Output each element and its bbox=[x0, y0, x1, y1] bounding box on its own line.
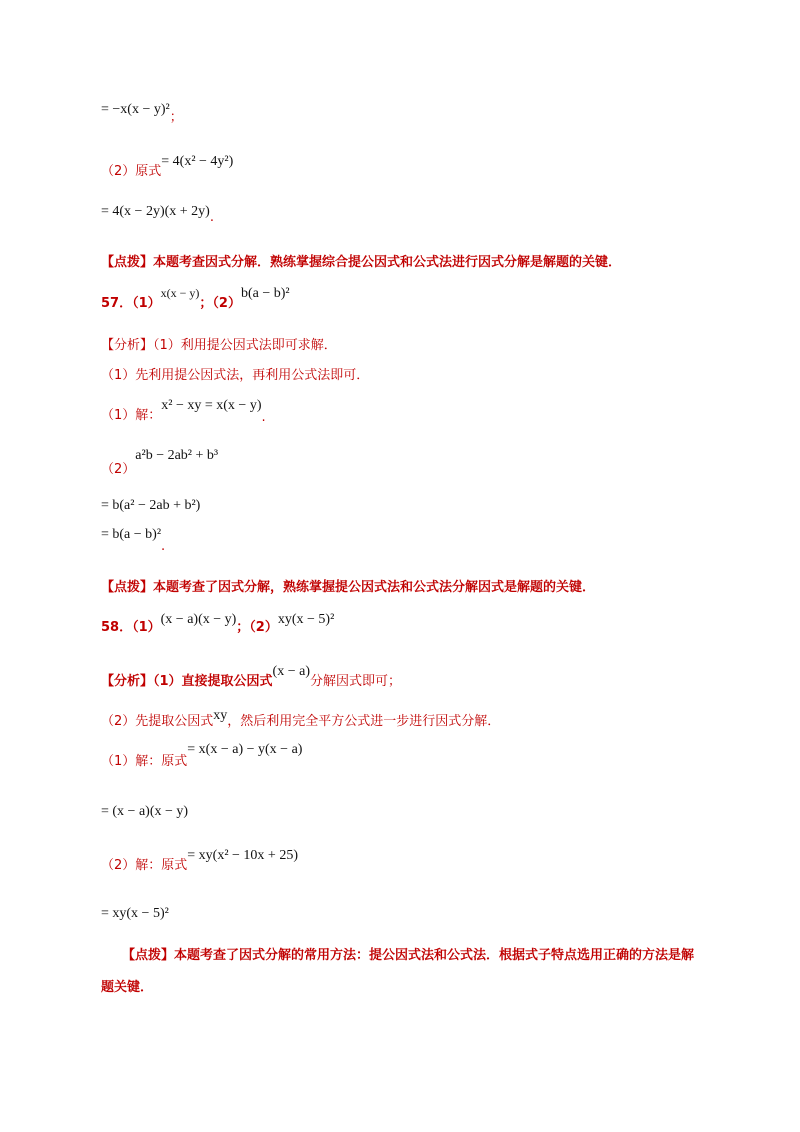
punctuation: . bbox=[161, 539, 166, 554]
math-expression: = −x(x − y)² bbox=[101, 102, 170, 117]
solution-line bbox=[101, 100, 183, 125]
solution-line bbox=[101, 846, 298, 873]
hint-paragraph bbox=[101, 978, 153, 994]
math-expression: (x − a)(x − y) bbox=[160, 612, 237, 627]
hint-text: 【点拨】本题考查因式分解．熟练掌握综合提公因式和公式法进行因式分解是解题的关键． bbox=[101, 255, 622, 270]
math-expression: a²b − 2ab² + b³ bbox=[135, 448, 219, 463]
separator: ；（2） bbox=[236, 620, 278, 635]
math-expression: b(a − b)² bbox=[240, 286, 290, 301]
math-expression: x² − xy = x(x − y) bbox=[161, 398, 262, 413]
step-label: （1）解：原式 bbox=[101, 754, 188, 769]
answer-57 bbox=[101, 284, 290, 311]
math-expression: xy(x − 5)² bbox=[277, 612, 335, 627]
solution-line bbox=[101, 152, 234, 179]
analysis-paragraph bbox=[101, 706, 501, 729]
math-expression: = xy(x − 5)² bbox=[101, 906, 169, 921]
analysis-text: （2）先提取公因式 bbox=[101, 714, 214, 729]
solution-line bbox=[101, 525, 166, 554]
math-expression: = b(a − b)² bbox=[101, 527, 162, 542]
hint-text: 题关键． bbox=[101, 980, 154, 995]
analysis-paragraph bbox=[101, 662, 401, 689]
solution-line bbox=[101, 904, 169, 921]
hint-text: 【点拨】本题考查了因式分解，熟练掌握提公因式法和公式法分解因式是解题的关键． bbox=[101, 580, 596, 595]
math-expression: (x − a) bbox=[272, 664, 310, 679]
math-expression: = x(x − a) − y(x − a) bbox=[187, 742, 303, 757]
hint-text: 【点拨】本题考查了因式分解的常用方法：提公因式法和公式法．根据式子特点选用正确的方法是解 bbox=[122, 948, 695, 963]
step-label: （2）原式 bbox=[101, 164, 162, 179]
math-expression: = xy(x² − 10x + 25) bbox=[187, 848, 298, 863]
hint-paragraph bbox=[101, 578, 595, 594]
analysis-paragraph bbox=[101, 366, 369, 382]
solution-line bbox=[101, 396, 266, 425]
math-expression: = b(a² − 2ab + b²) bbox=[101, 498, 201, 513]
punctuation: . bbox=[209, 210, 214, 225]
solution-line bbox=[101, 740, 303, 769]
punctuation: . bbox=[261, 410, 266, 425]
math-expression: = 4(x² − 4y²) bbox=[161, 154, 234, 169]
analysis-text: （1）先利用提公因式法，再利用公式法即可． bbox=[101, 368, 370, 383]
analysis-text: 【分析】（1）利用提公因式法即可求解． bbox=[101, 338, 337, 353]
question-number: 58．（1） bbox=[101, 620, 161, 635]
hint-paragraph bbox=[122, 946, 694, 962]
math-expression: xy bbox=[213, 708, 228, 723]
analysis-paragraph bbox=[101, 336, 337, 352]
math-expression: = (x − a)(x − y) bbox=[101, 804, 189, 819]
hint-paragraph bbox=[101, 253, 621, 269]
solution-line bbox=[101, 446, 219, 477]
step-label: （2） bbox=[101, 462, 136, 477]
solution-line bbox=[101, 202, 214, 225]
solution-line bbox=[101, 802, 188, 819]
analysis-text: 【分析】（1）直接提取公因式 bbox=[101, 674, 273, 689]
math-expression: x(x − y) bbox=[160, 286, 200, 300]
step-label: （1）解： bbox=[101, 408, 162, 423]
answer-58 bbox=[101, 610, 335, 635]
solution-line bbox=[101, 496, 200, 513]
math-expression: = 4(x − 2y)(x + 2y) bbox=[101, 204, 210, 219]
analysis-text: ，然后利用完全平方公式进一步进行因式分解． bbox=[227, 714, 501, 729]
analysis-text: 分解因式即可； bbox=[309, 674, 401, 689]
question-number: 57．（1） bbox=[101, 296, 161, 311]
punctuation: ； bbox=[169, 110, 183, 125]
step-label: （2）解：原式 bbox=[101, 858, 188, 873]
separator: ；（2） bbox=[199, 296, 241, 311]
